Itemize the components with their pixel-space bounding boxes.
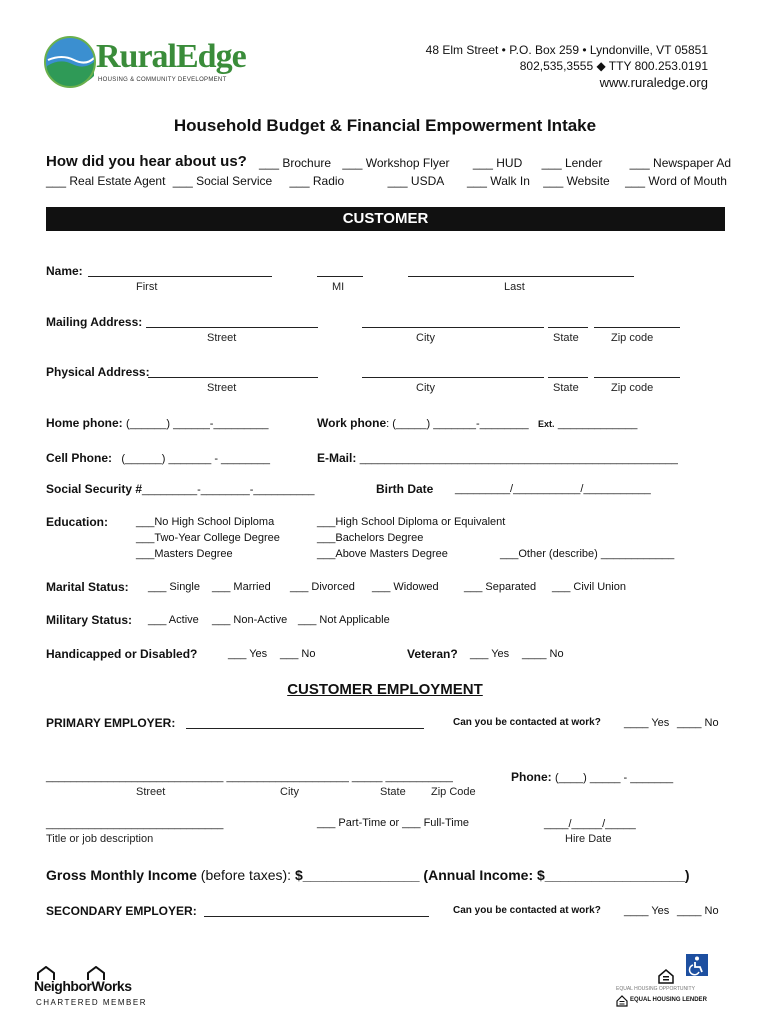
referral-row-1 xyxy=(259,156,731,170)
neighborworks-wordmark: NeighborWorks xyxy=(34,978,132,994)
before-taxes-label: (before taxes): xyxy=(196,867,295,883)
birth-date-field[interactable]: _________/___________/___________ xyxy=(455,483,651,495)
marital-status-label: Marital Status: xyxy=(46,580,129,594)
eho-text: EQUAL HOUSING OPPORTUNITY xyxy=(616,986,695,992)
ruraledge-wordmark: RuralEdge xyxy=(96,38,246,75)
edu-hs-diploma[interactable]: ___High School Diploma or Equivalent xyxy=(317,516,506,528)
ssn-label: Social Security # xyxy=(46,482,143,496)
email-label: E-Mail: xyxy=(317,451,357,465)
edu-no-hs-diploma[interactable]: ___No High School Diploma xyxy=(136,516,275,528)
header-phones: 802,535,3555 ◆ TTY 800.253.0191 xyxy=(519,59,708,73)
veteran-label: Veteran? xyxy=(407,647,458,661)
physical-state-caption: State xyxy=(553,382,579,394)
referral-real-estate-agent[interactable]: ___ Real Estate Agent xyxy=(46,174,166,188)
edu-two-year-degree[interactable]: ___Two-Year College Degree xyxy=(136,532,280,544)
gross-income-label: Gross Monthly Income xyxy=(46,867,197,883)
work-phone-row xyxy=(317,416,637,430)
last-name-field[interactable] xyxy=(408,276,634,277)
mi-field[interactable] xyxy=(317,276,363,277)
job-title-field[interactable]: _____________________________ xyxy=(46,818,224,830)
ssn-field[interactable]: _________-________-__________ xyxy=(142,484,315,496)
mailing-address-label: Mailing Address: xyxy=(46,315,143,329)
education-label: Education: xyxy=(46,515,108,529)
primary-contact-yes[interactable]: ____ Yes xyxy=(624,717,670,729)
employment-section-title: CUSTOMER EMPLOYMENT xyxy=(287,681,483,698)
referral-workshop-flyer[interactable]: ___ Workshop Flyer xyxy=(342,156,450,170)
ext-label: Ext. xyxy=(537,419,555,429)
ruraledge-logo xyxy=(44,36,274,92)
ruraledge-tagline: HOUSING & COMMUNITY DEVELOPMENT xyxy=(98,77,227,83)
referral-hud[interactable]: ___ HUD xyxy=(472,156,523,170)
income-fields[interactable]: $_______________ (Annual Income: $__________________) xyxy=(294,867,690,883)
accessibility-icon xyxy=(686,954,708,976)
employer-phone-label: Phone: xyxy=(511,770,552,784)
customer-section-header xyxy=(46,207,725,231)
ext-field[interactable]: _____________ xyxy=(557,418,638,430)
mailing-state-field[interactable] xyxy=(548,327,588,328)
first-caption: First xyxy=(136,281,158,293)
last-caption: Last xyxy=(504,281,525,293)
home-phone-label: Home phone: xyxy=(46,416,123,430)
marital-civil-union[interactable]: ___ Civil Union xyxy=(552,581,626,593)
hire-date-caption: Hire Date xyxy=(565,833,612,845)
referral-question: How did you hear about us? xyxy=(46,153,247,170)
secondary-employer-label: SECONDARY EMPLOYER: xyxy=(46,904,197,918)
employer-street-caption: Street xyxy=(136,786,166,798)
mailing-state-caption: State xyxy=(553,332,579,344)
physical-street-caption: Street xyxy=(207,382,237,394)
mi-caption: MI xyxy=(332,281,345,293)
physical-zip-field[interactable] xyxy=(594,377,680,378)
primary-contact-no[interactable]: ____ No xyxy=(677,717,719,729)
referral-lender[interactable]: ___ Lender xyxy=(541,156,603,170)
secondary-employer-field[interactable] xyxy=(204,916,429,917)
edu-other[interactable]: ___Other (describe) ____________ xyxy=(500,548,675,560)
mailing-street-field[interactable] xyxy=(146,327,318,328)
physical-city-caption: City xyxy=(416,382,435,394)
referral-brochure[interactable]: ___ Brochure xyxy=(259,156,332,170)
neighborworks-logo xyxy=(34,966,147,1010)
email-field[interactable]: ____________________________________________________ xyxy=(359,453,678,465)
military-active[interactable]: ___ Active xyxy=(148,614,199,626)
home-phone-row xyxy=(46,416,269,430)
employer-zip-caption: Zip Code xyxy=(431,786,476,798)
mailing-city-caption: City xyxy=(416,332,435,344)
marital-separated[interactable]: ___ Separated xyxy=(464,581,537,593)
marital-single[interactable]: ___ Single xyxy=(148,581,200,593)
ruraledge-globe-icon xyxy=(44,36,96,88)
military-status-label: Military Status: xyxy=(46,613,133,627)
mailing-zip-caption: Zip code xyxy=(611,332,654,344)
physical-street-field[interactable] xyxy=(148,377,318,378)
customer-section-title: CUSTOMER xyxy=(342,210,429,227)
mailing-city-field[interactable] xyxy=(362,327,544,328)
edu-bachelors-degree[interactable]: ___Bachelors Degree xyxy=(317,532,424,544)
referral-radio[interactable]: ___ Radio xyxy=(289,174,345,188)
header-website[interactable]: www.ruraledge.org xyxy=(599,75,708,90)
work-phone-label: Work phone xyxy=(317,416,387,430)
employer-phone-field[interactable]: (____) _____ - _______ xyxy=(555,772,674,784)
equal-housing-opportunity xyxy=(616,966,716,1016)
hire-date-field[interactable]: ____/_____/_____ xyxy=(544,818,636,830)
edu-masters-degree[interactable]: ___Masters Degree xyxy=(136,548,233,560)
email-row xyxy=(317,451,678,465)
equal-housing-icon xyxy=(658,968,674,984)
primary-employer-field[interactable] xyxy=(186,728,424,729)
referral-walk-in[interactable]: ___ Walk In xyxy=(466,174,530,188)
handicap-label: Handicapped or Disabled? xyxy=(46,647,198,661)
secondary-contact-question: Can you be contacted at work? xyxy=(453,905,601,916)
military-not-applicable[interactable]: ___ Not Applicable xyxy=(298,614,390,626)
employer-city-caption: City xyxy=(280,786,299,798)
referral-row-2 xyxy=(46,174,727,188)
veteran-yes[interactable]: ___ Yes xyxy=(470,648,510,660)
veteran-no[interactable]: ____ No xyxy=(522,648,564,660)
referral-website[interactable]: ___ Website xyxy=(543,174,610,188)
employment-type-options[interactable]: ___ Part-Time or ___ Full-Time xyxy=(317,817,470,829)
birth-date-label: Birth Date xyxy=(376,482,434,496)
physical-state-field[interactable] xyxy=(548,377,588,378)
home-phone-field[interactable]: (______) ______-_________ xyxy=(126,418,269,430)
physical-address-label: Physical Address: xyxy=(46,365,150,379)
income-row xyxy=(46,867,690,883)
mailing-zip-field[interactable] xyxy=(594,327,680,328)
name-label: Name: xyxy=(46,264,83,278)
first-name-field[interactable] xyxy=(88,276,272,277)
primary-contact-question: Can you be contacted at work? xyxy=(453,717,601,728)
referral-word-of-mouth[interactable]: ___ Word of Mouth xyxy=(625,174,727,188)
physical-zip-caption: Zip code xyxy=(611,382,654,394)
job-title-caption: Title or job description xyxy=(46,833,154,845)
work-phone-field[interactable]: : (_____) _______-________ xyxy=(386,418,529,430)
marital-divorced[interactable]: ___ Divorced xyxy=(290,581,355,593)
handicap-no[interactable]: ___ No xyxy=(280,648,316,660)
edu-above-masters[interactable]: ___Above Masters Degree xyxy=(317,548,448,560)
form-title: Household Budget & Financial Empowerment Intake xyxy=(173,116,597,135)
secondary-contact-no[interactable]: ____ No xyxy=(677,905,719,917)
employer-phone-row xyxy=(511,770,673,784)
mailing-street-caption: Street xyxy=(207,332,237,344)
military-non-active[interactable]: ___ Non-Active xyxy=(212,614,288,626)
ssn-row xyxy=(46,482,315,496)
referral-usda[interactable]: ___ USDA xyxy=(387,174,444,188)
handicap-yes[interactable]: ___ Yes xyxy=(228,648,268,660)
cell-phone-field[interactable]: (______) _______ - ________ xyxy=(121,453,270,465)
employer-address-field[interactable]: _____________________________ ____________________ _____ ___________ xyxy=(46,771,453,783)
referral-social-service[interactable]: ___ Social Service xyxy=(172,174,273,188)
cell-phone-label: Cell Phone: xyxy=(46,451,113,465)
physical-city-field[interactable] xyxy=(362,377,544,378)
primary-employer-label: PRIMARY EMPLOYER: xyxy=(46,716,176,730)
secondary-contact-yes[interactable]: ____ Yes xyxy=(624,905,670,917)
marital-married[interactable]: ___ Married xyxy=(212,581,271,593)
header-address: 48 Elm Street • P.O. Box 259 • Lyndonville, VT 05851 xyxy=(425,43,708,57)
employer-state-caption: State xyxy=(380,786,406,798)
equal-housing-lender-icon xyxy=(616,995,628,1007)
referral-newspaper-ad[interactable]: ___ Newspaper Ad xyxy=(629,156,732,170)
neighborworks-subtitle: CHARTERED MEMBER xyxy=(36,998,147,1007)
cell-phone-row xyxy=(46,451,270,465)
marital-widowed[interactable]: ___ Widowed xyxy=(372,581,439,593)
ehl-text: EQUAL HOUSING LENDER xyxy=(630,997,707,1003)
